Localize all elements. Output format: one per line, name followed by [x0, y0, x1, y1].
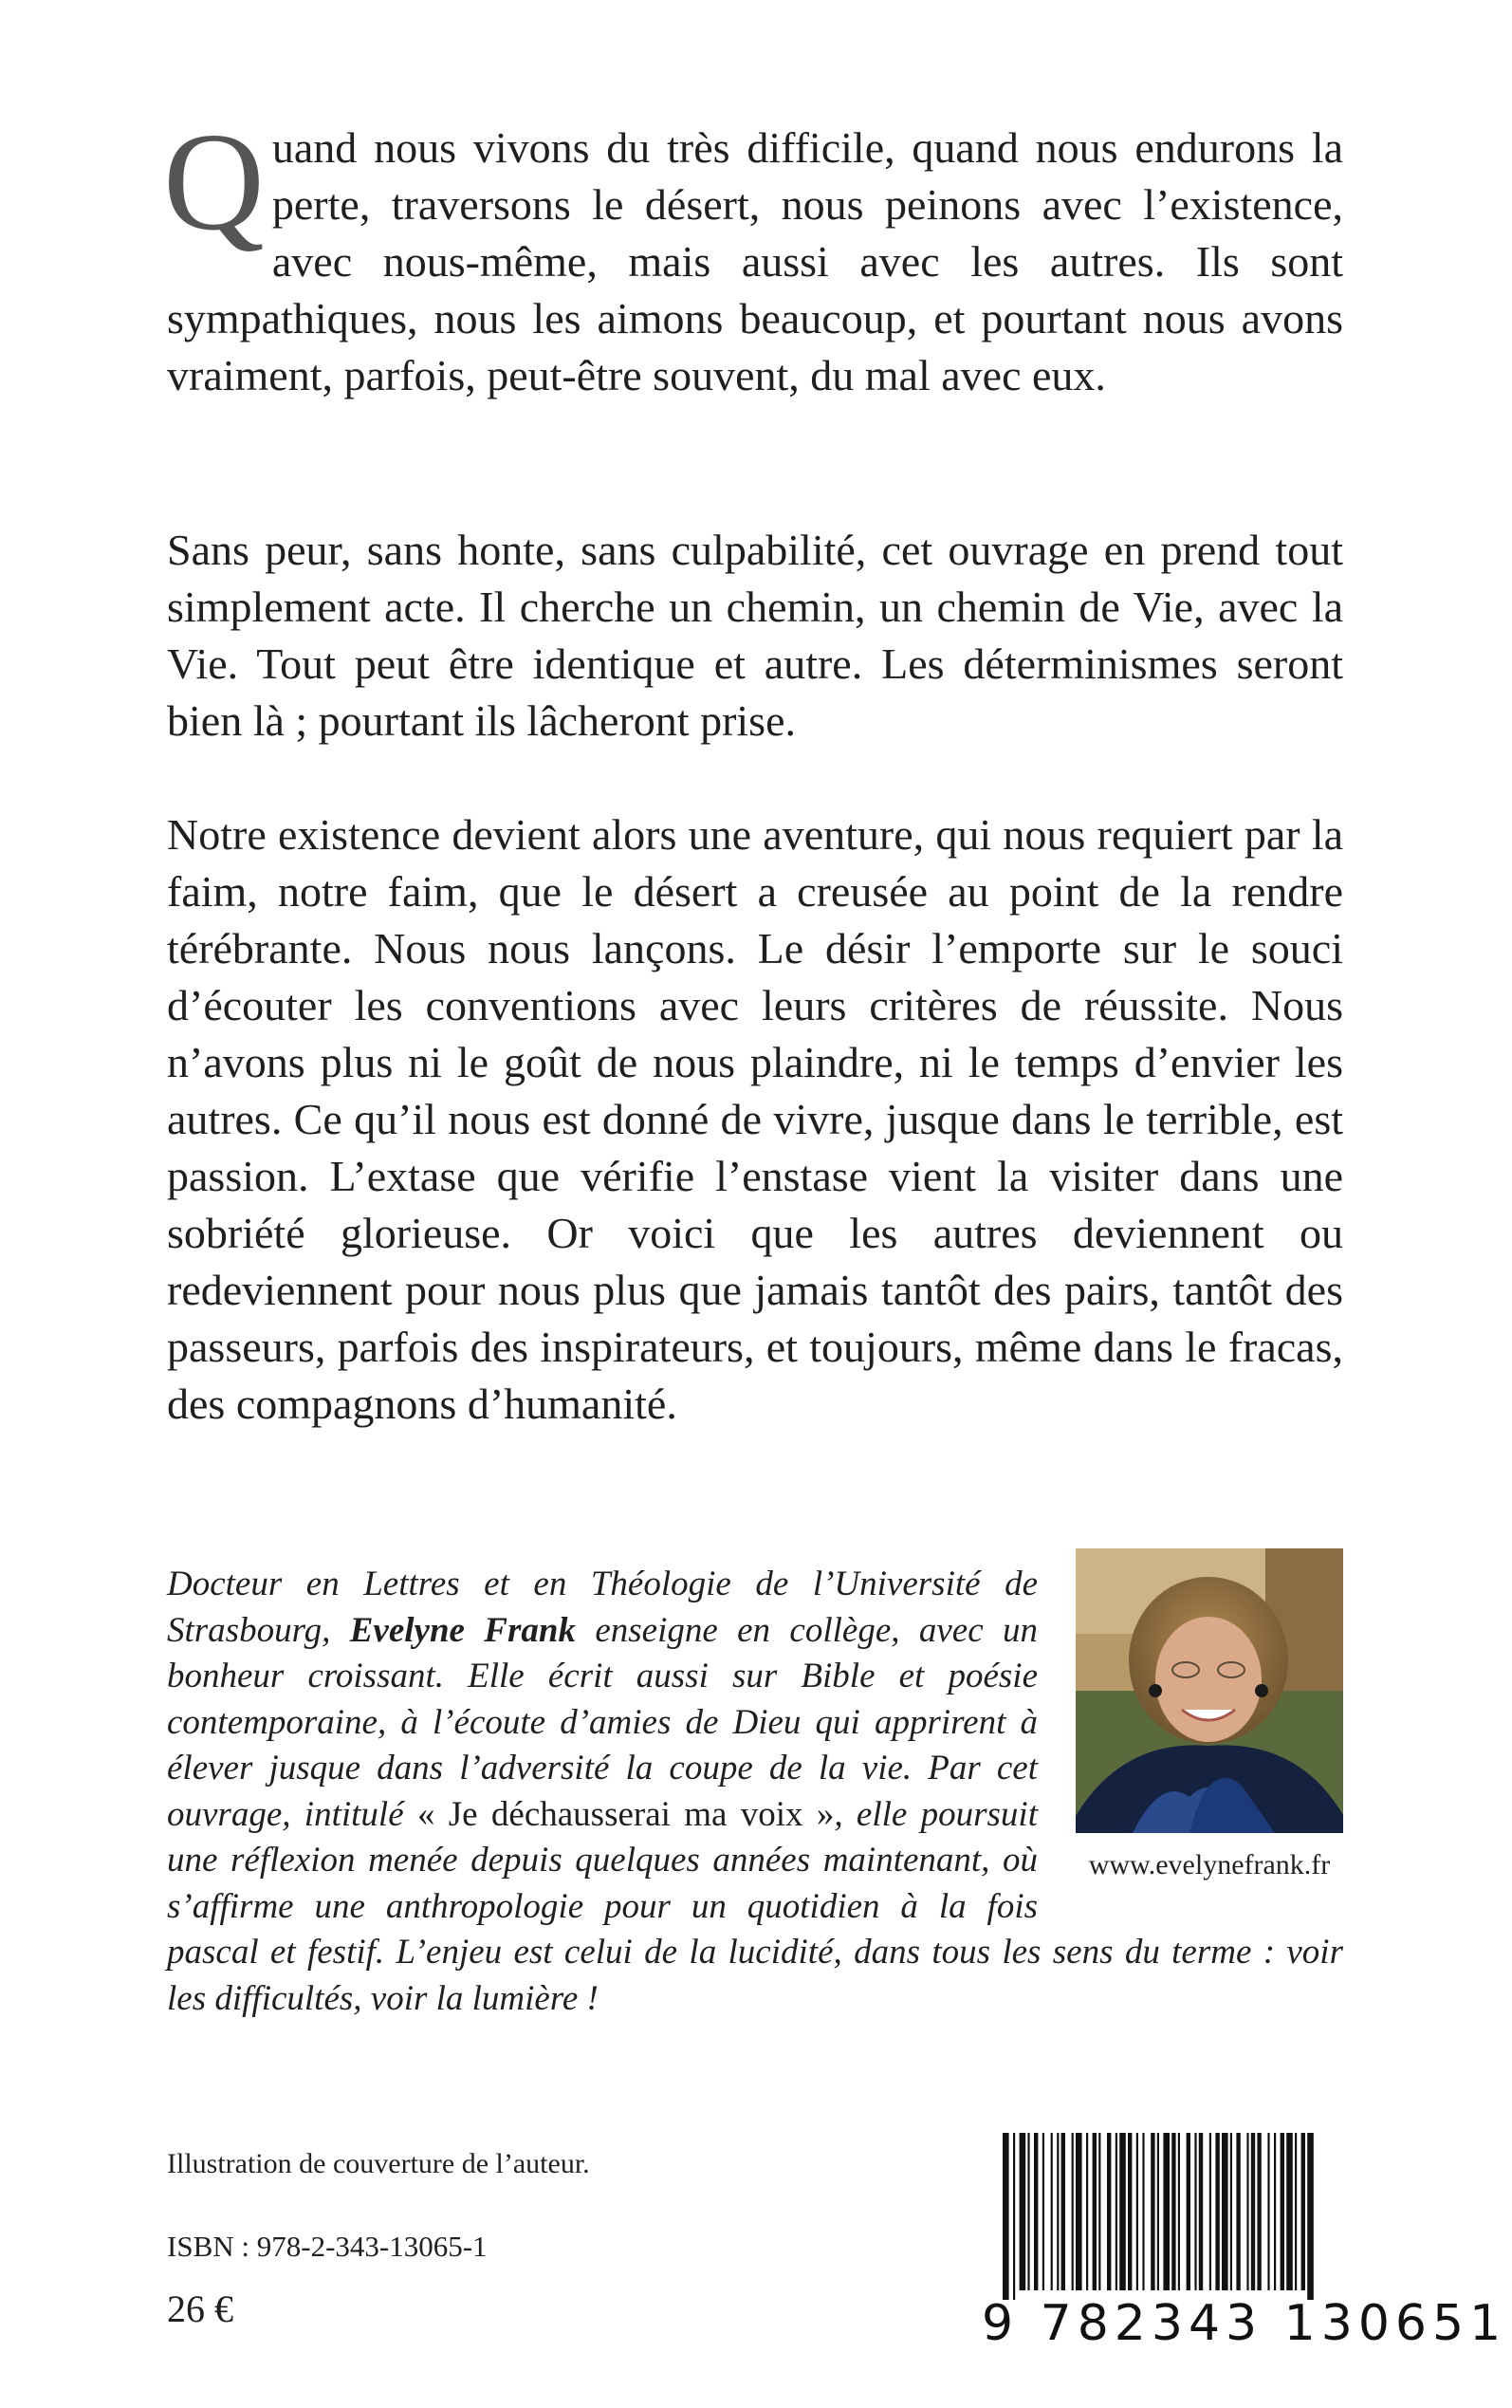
barcode-bar [1295, 2133, 1297, 2290]
price: 26 € [167, 2288, 233, 2330]
barcode-bar [1116, 2133, 1117, 2290]
drop-cap: Q [163, 104, 265, 260]
barcode-bar [1257, 2133, 1261, 2290]
barcode-bar [1171, 2133, 1175, 2290]
barcode-bar [1194, 2133, 1196, 2290]
barcode-bar [1003, 2133, 1009, 2300]
barcode-bar [1151, 2133, 1154, 2290]
barcode-bar [1199, 2133, 1203, 2290]
book-title: « Je déchausserai ma voix » [416, 1794, 835, 1834]
barcode-bar [1027, 2133, 1029, 2290]
barcode-bar [1307, 2133, 1314, 2300]
bio-text-1: Docteur en Lettres et en Théologie de l’Université de Strasbourg, [167, 1565, 1038, 1650]
author-website: www.evelynefrank.fr [1088, 1849, 1331, 1880]
summary-paragraph-1-text: uand nous vivons du très difficile, quand nous endurons la perte, traversons le désert, nous peinons avec l’existence, avec nous-même, mais aussi avec les autres. Ils sont sympathiques, nous les aimons beaucoup, et pourtant nous avons vraiment, parfois, peut-être souvent, du mal avec eux. [167, 123, 1343, 399]
barcode-bar [1042, 2133, 1044, 2290]
barcode-digits: 9 782343 130651 [982, 2295, 1507, 2352]
isbn: ISBN : 978-2-343-13065-1 [167, 2230, 488, 2263]
barcode-bar [1274, 2133, 1276, 2290]
barcode-bar [1222, 2133, 1228, 2290]
author-photo [1076, 1548, 1343, 1833]
barcode-bar [1246, 2133, 1248, 2290]
barcode-bars [982, 2133, 1333, 2300]
barcode-bar [1136, 2133, 1138, 2290]
barcode-bar [1281, 2133, 1284, 2290]
barcode-bar [1142, 2133, 1144, 2290]
barcode-bar [1076, 2133, 1082, 2290]
author-bio [167, 1562, 1343, 2022]
bio-text-3: , elle poursuit une réflexion menée depuis quelques années maintenant, où s’affirme une anthropologie pour un quotidien à la fois pascal et festif. L’enjeu est celui de la lucidité, dans tous les sens du terme : voir les difficultés, voir la lumière ! [167, 1794, 1343, 2018]
barcode-bar [1107, 2133, 1111, 2290]
barcode-bar [1051, 2133, 1053, 2290]
barcode-bar [1061, 2133, 1065, 2290]
bio-text-2: enseigne en collège, avec un bonheur croissant. Elle écrit aussi sur Bible et poésie contemporaine, à l’écoute d’amies de Dieu qui apprirent à élever jusque dans l’adversité la coupe de la vie. Par cet ouvrage, intitulé [167, 1610, 1038, 1834]
barcode-bar [1034, 2133, 1038, 2290]
barcode-bar [1236, 2133, 1240, 2290]
barcode-bar [1286, 2133, 1293, 2290]
barcode-bar [1230, 2133, 1232, 2290]
barcode-bar [1267, 2133, 1269, 2290]
illustration-credit: Illustration de couverture de l’auteur. [167, 2148, 590, 2179]
barcode-bar [1157, 2133, 1159, 2290]
barcode-bar [1098, 2133, 1100, 2290]
barcode [982, 2133, 1507, 2352]
barcode-bar [1301, 2133, 1305, 2290]
barcode-bar [1093, 2133, 1097, 2290]
barcode-bar [1057, 2133, 1059, 2290]
author-name: Evelyne Frank [349, 1610, 576, 1650]
summary-paragraph-3: Notre existence devient alors une aventure, qui nous requiert par la faim, notre faim, que le désert a creusée au point de la rendre térébrante. Nous nous lançons. Le désir l’emporte sur le souci d’écouter les conventions avec leurs critères de réussite. Nous n’avons plus ni le goût de nous plaindre, ni le temps d’envier les autres. Ce qu’il nous est donné de vivre, jusque dans le terrible, est passion. L’extase que vérifie l’enstase vient la visiter dans une sobriété glorieuse. Or voici que les autres deviennent ou redeviennent pour nous plus que jamais tantôt des pairs, tantôt des passeurs, parfois des inspirateurs, et toujours, même dans le fracas, des compagnons d’humanité. [167, 810, 1343, 1428]
barcode-bar [1086, 2133, 1088, 2290]
barcode-bar [1163, 2133, 1170, 2290]
summary-paragraph-1 [163, 104, 1343, 404]
barcode-bar [1072, 2133, 1074, 2290]
barcode-bar [1209, 2133, 1211, 2290]
barcode-bar [1251, 2133, 1255, 2290]
barcode-bar [1215, 2133, 1219, 2290]
barcode-bar [1013, 2133, 1015, 2300]
summary-paragraph-2: Sans peur, sans honte, sans culpabilité, cet ouvrage en prend tout simplement acte. Il cherche un chemin, un chemin de Vie, avec la Vie. Tout peut être identique et autre. Les déterminismes seront bien là ; pourtant ils lâcheront prise. [167, 526, 1343, 745]
author-photo-block [1076, 1548, 1343, 1884]
barcode-bar [1119, 2133, 1126, 2290]
barcode-bar [1187, 2133, 1190, 2290]
barcode-bar [1178, 2133, 1180, 2290]
barcode-bar [1020, 2133, 1026, 2290]
barcode-bar [1128, 2133, 1132, 2290]
